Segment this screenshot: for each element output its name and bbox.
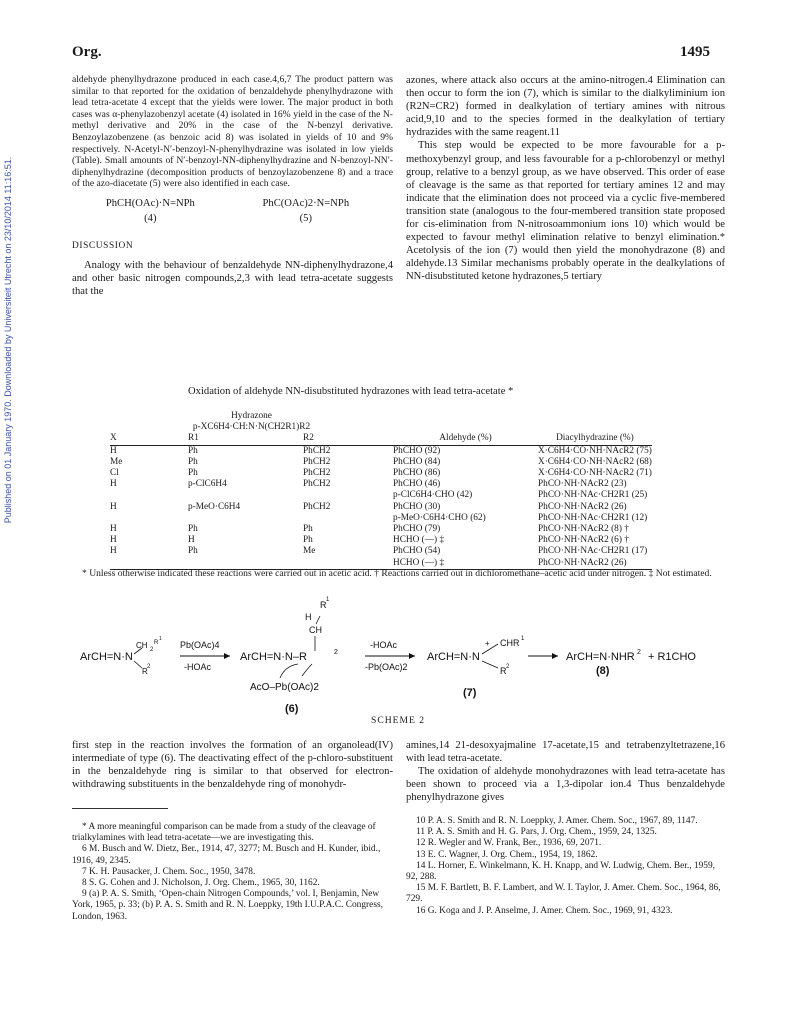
col-header-x: X [110, 433, 117, 444]
cell-x: H [110, 546, 117, 557]
aldehyde-product: + R1CHO [648, 651, 696, 663]
reagent-minus-hoac-2: -HOAc [370, 640, 397, 650]
cell-r1 [188, 490, 303, 501]
svg-text:2: 2 [150, 647, 154, 653]
product-8: ArCH=N·NHR [566, 651, 635, 663]
table-row [110, 490, 652, 501]
cell-aldehyde: HCHO (—) ‡ [393, 557, 445, 568]
cell-aldehyde: PhCHO (84) [393, 456, 441, 467]
cell-r2: Me [303, 546, 316, 557]
table-row [110, 479, 652, 490]
results-table [110, 411, 652, 570]
cell-r2: PhCH2 [303, 479, 331, 490]
cell-diacyl: X·C6H4·CO·NH·NAcR2 (75) [538, 445, 652, 456]
cell-r1: Ph [188, 445, 198, 456]
cell-r1 [188, 513, 303, 524]
cell-aldehyde: HCHO (—) ‡ [393, 535, 445, 546]
cell-r1: Ph [188, 546, 198, 557]
svg-text:CH: CH [309, 625, 322, 635]
right-paragraph-1: azones, where attack also occurs at the amino-nitrogen.4 Elimination can then occur to form the ion (7), which is similar to the dialkyliminium ion (R2N=CR2) formed in dealkylation of tertiary amines with nitrous acid,9,10 and to the species formed in the dealkylation of tertiary hydrazides with the same reagent.11 [406, 75, 725, 139]
table-row [110, 468, 652, 479]
structure-formulae [72, 196, 383, 226]
table-row [110, 513, 652, 524]
label-8: (8) [596, 665, 610, 677]
svg-text:1: 1 [159, 636, 162, 642]
cell-x: H [110, 445, 117, 456]
svg-text:1: 1 [521, 636, 525, 642]
reaction-scheme [80, 578, 740, 718]
lower-left-paragraph: first step in the reaction involves the formation of an organolead(IV) intermediate of type (6). The deactivating effect of the p-chloro-substituent in the benzaldehyde ring is similar to that observed for electron-withdrawing substituents in the benzaldehyde ring of monohydr- [72, 740, 393, 791]
lead-group: AcO–Pb(OAc)2 [250, 682, 319, 693]
footnote: 15 M. F. Bartlett, B. F. Lambert, and W. I. Taylor, J. Amer. Chem. Soc., 1964, 86, 729. [406, 883, 721, 905]
svg-text:R: R [142, 667, 148, 676]
table-row [110, 546, 652, 557]
footnote: 10 P. A. S. Smith and R. N. Loeppky, J. Amer. Chem. Soc., 1967, 89, 1147. [416, 816, 698, 826]
svg-text:2: 2 [334, 649, 338, 656]
cell-x: H [110, 501, 117, 512]
footnote: 13 E. C. Wagner, J. Org. Chem., 1954, 19, 1862. [416, 849, 598, 860]
footnote: 9 (a) P. A. S. Smith, ‘Open-chain Nitrogen Compounds,’ vol. I, Benjamin, New York, 1965, p. 33; (b) P. A. S. Smith and R. N. Loeppky, 19th I.U.P.A.C. Congress, London, 1963. [72, 889, 383, 922]
svg-text:2: 2 [147, 664, 151, 670]
page-number: 1495 [680, 44, 710, 60]
cell-x: Me [110, 456, 123, 467]
download-watermark-text: Published on 01 January 1970. Downloaded by Universiteit Utrecht on 23/10/2014 11:16:51. [3, 156, 13, 524]
label-6: (6) [285, 703, 299, 715]
cell-diacyl: PhCO·NH·NAcR2 (26) [538, 557, 627, 568]
cell-r2: Ph [303, 524, 313, 535]
cell-x: H [110, 524, 117, 535]
cell-r2: PhCH2 [303, 501, 331, 512]
table-caption: Oxidation of aldehyde NN-disubstituted hydrazones with lead tetra-acetate * [188, 386, 514, 397]
cell-aldehyde: PhCHO (86) [393, 468, 441, 479]
svg-text:1: 1 [326, 597, 330, 603]
footnote-rule [72, 808, 168, 809]
svg-text:+: + [485, 639, 490, 648]
footnotes-left [72, 822, 393, 923]
cell-r2: PhCH2 [303, 468, 331, 479]
cell-r1: Ph [188, 524, 198, 535]
svg-text:R: R [500, 666, 507, 676]
cell-diacyl: PhCO·NH·NAc·CH2R1 (25) [538, 490, 648, 501]
cell-aldehyde: PhCHO (46) [393, 479, 441, 490]
cell-r2 [303, 513, 393, 524]
journal-section: Org. [72, 44, 102, 60]
cell-r2: PhCH2 [303, 445, 331, 456]
reagent-minus-hoac: -HOAc [184, 662, 211, 672]
table-row [110, 502, 652, 513]
scheme-title: SCHEME 2 [371, 715, 426, 726]
lower-right-paragraph-1: amines,14 21-desoxyajmaline 17-acetate,15 and tetrabenzyltetrazene,16 with lead tetra-acetate. [406, 740, 725, 765]
cell-aldehyde: p-ClC6H4·CHO (42) [393, 490, 473, 501]
intermediate-6: ArCH=N·N–R [240, 651, 307, 663]
cell-aldehyde: PhCHO (54) [393, 546, 441, 557]
cell-diacyl: PhCO·NH·NAcR2 (23) [538, 479, 627, 490]
label-4: (4) [144, 212, 157, 224]
start-hydrazone: ArCH=N·N [80, 651, 133, 663]
cell-x: Cl [110, 468, 119, 479]
lower-right-paragraph-2: The oxidation of aldehyde monohydrazones with lead tetra-acetate has been shown to proceed via a 1,3-dipolar ion.4 Thus benzaldehyde phenylhydrazone gives [406, 766, 725, 804]
footnote: 12 R. Wegler and W. Frank, Ber., 1936, 69, 2071. [416, 838, 602, 849]
cell-diacyl: X·C6H4·CO·NH·NAcR2 (71) [538, 468, 652, 479]
table-row [110, 524, 652, 535]
left-paragraph-1: aldehyde phenylhydrazone produced in each case.4,6,7 The product pattern was similar to that reported for the oxidation of benzaldehyde phenylhydrazone with lead tetra-acetate 4 except that the yields were lower. The major product in both cases was α-phenylazobenzyl acetate (4) isolated in 16% yield in the case of the N-methyl derivative and 20% in the case of the N-benzyl derivative. Benzoylazobenzene (as benzoic acid 8) was isolated in yields of 10 and 9% respectively. N-Acetyl-N′-benzoyl-N-phenylhydrazine was isolated in low yields (Table). Small amounts of N′-benzoyl-NN-diphenylhydrazine and N-benzoyl-NN′-diphenylhydrazine (decomposition products of benzoylazobenzene 8) and a trace of the azo-diacetate (5) were also identified in each case. [72, 74, 393, 190]
cell-x: H [110, 479, 117, 490]
cell-aldehyde: PhCHO (92) [393, 445, 441, 456]
footnote: 16 G. Koga and J. P. Anselme, J. Amer. Chem. Soc., 1969, 91, 4323. [416, 905, 673, 916]
cell-r2: Ph [303, 535, 313, 546]
cell-diacyl: X·C6H4·CO·NH·NAcR2 (68) [538, 456, 652, 467]
label-5: (5) [299, 212, 312, 224]
col-header-aldehyde: Aldehyde (%) [439, 433, 492, 444]
cell-r1: p-MeO·C6H4 [188, 501, 241, 512]
cell-r2: PhCH2 [303, 456, 331, 467]
svg-text:R: R [154, 640, 159, 646]
table-footnote: * Unless otherwise indicated these reactions were carried out in acetic acid. † Reactions carried out in dichloromethane–acetic acid under nitrogen. ‡ Not estimated. [82, 568, 712, 579]
cell-x [110, 513, 188, 524]
cell-r1: Ph [188, 468, 198, 479]
cell-diacyl: PhCO·NH·NAcR2 (6) † [538, 535, 629, 546]
cell-r2 [303, 490, 393, 501]
formula-4: PhCH(OAc)·N=NPh [105, 197, 195, 209]
svg-text:R: R [320, 600, 327, 610]
table-row [110, 535, 652, 546]
reagent-minus-lead: -Pb(OAc)2 [365, 662, 408, 672]
cell-x: H [110, 535, 117, 546]
cell-diacyl: PhCO·NH·NAcR2 (26) [538, 501, 627, 512]
svg-text:2: 2 [506, 664, 510, 670]
footnote: * A more meaningful comparison can be made from a study of the cleavage of trialkylamines with lead tetra-acetate—we are investigating this. [72, 822, 376, 844]
cell-diacyl: PhCO·NH·NAc·CH2R1 (17) [538, 546, 648, 557]
section-heading: DISCUSSION [72, 240, 134, 251]
right-paragraph-2: This step would be expected to be more favourable for a p-methoxybenzyl group, and less favourable for a p-chlorobenzyl or methyl group, relative to a benzyl group, as we have observed. This order of ease of cleavage is the same as that reported for tertiary amines 12 and may indicate that the elimination does not proceed via a cyclic five-membered transition state (analogous to the four-membered transition state proposed for cis-elimination from N-nitrosoammonium ions 10) which would be expected to favour methyl elimination relative to benzyl elimination.* Acetolysis of the ion (7) would then yield the monohydrazone (8) and aldehyde.13 Similar mechanisms probably operate in the dealkylations of NN-disubstituted ketone hydrazones,5 tertiary [406, 140, 725, 283]
ion-7: ArCH=N·N [427, 651, 480, 663]
lower-right-column [406, 739, 725, 804]
cell-r1: H [188, 535, 195, 546]
footnote: 8 S. G. Cohen and J. Nicholson, J. Org. Chem., 1965, 30, 1162. [82, 878, 320, 889]
footnote: 6 M. Busch and W. Dietz, Ber., 1914, 47, 3277; M. Busch and H. Kunder, ibid., 1916, 49, 2345. [72, 844, 381, 866]
cell-aldehyde: p-MeO·C6H4·CHO (62) [393, 512, 486, 523]
cell-r1: p-ClC6H4 [188, 479, 227, 490]
col-header-diacyl: Diacylhydrazine (%) [556, 433, 634, 444]
svg-text:CH: CH [136, 641, 148, 650]
footnote: 14 L. Horner, E. Winkelmann, K. H. Knapp, and W. Ludwig, Chem. Ber., 1959, 92, 288. [406, 860, 716, 883]
table-row [110, 445, 652, 457]
table-group-header: Hydrazone p-XC6H4·CH:N·N(CH2R1)R2 [192, 411, 311, 433]
lower-left-column [72, 739, 393, 791]
cell-r1: Ph [188, 456, 198, 467]
right-column [406, 74, 725, 284]
footnote: 11 P. A. S. Smith and H. G. Pars, J. Org. Chem., 1959, 24, 1325. [416, 827, 657, 838]
label-7: (7) [463, 687, 477, 699]
footnotes-right [406, 816, 725, 917]
cell-diacyl: PhCO·NH·NAcR2 (8) † [538, 524, 629, 535]
cell-x [110, 490, 188, 501]
svg-text:H: H [305, 612, 312, 622]
svg-text:2: 2 [637, 649, 641, 656]
download-watermark [1, 60, 15, 620]
col-header-r1: R1 [188, 433, 199, 444]
left-paragraph-2: Analogy with the behaviour of benzaldehyde NN-diphenylhydrazone,4 and other basic nitrogen compounds,2,3 with lead tetra-acetate suggests that the [72, 260, 393, 298]
svg-text:CHR: CHR [500, 638, 520, 648]
cell-aldehyde: PhCHO (79) [393, 524, 441, 535]
cell-aldehyde: PhCHO (30) [393, 501, 441, 512]
reagent-lead-acetate: Pb(OAc)4 [180, 640, 220, 650]
col-header-r2: R2 [303, 433, 314, 444]
formula-5: PhC(OAc)2·N=NPh [262, 197, 350, 209]
cell-diacyl: PhCO·NH·NAc·CH2R1 (12) [538, 512, 648, 523]
footnote: 7 K. H. Pausacker, J. Chem. Soc., 1950, 3478. [82, 866, 256, 877]
table-row [110, 457, 652, 468]
left-column [72, 74, 393, 298]
